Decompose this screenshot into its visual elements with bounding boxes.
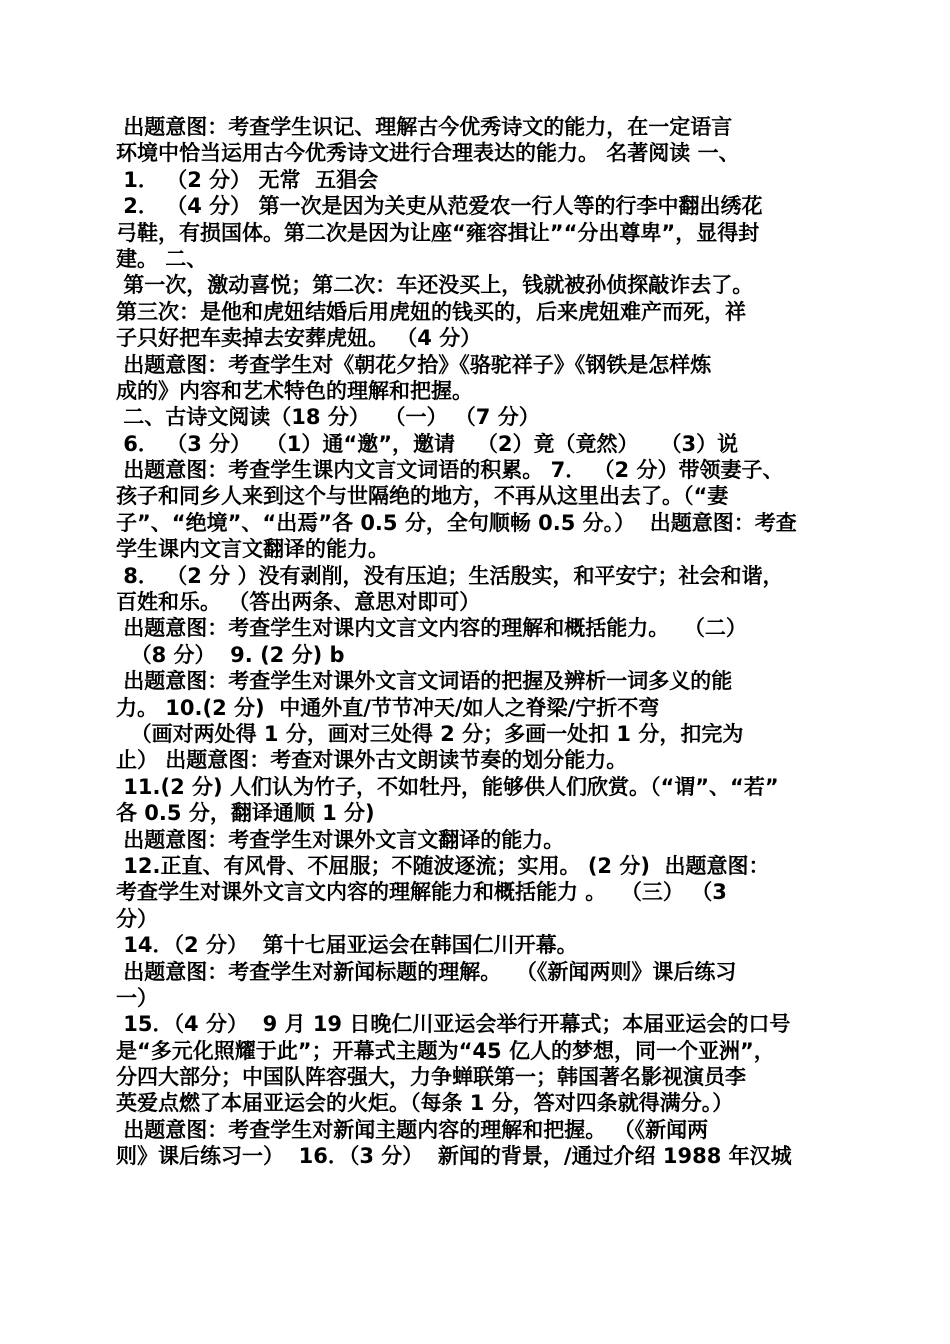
text-line-8: 第三次：是他和虎妞结婚后用虎妞的钱买的，后来虎妞难产而死，祥 [116,299,746,324]
answer-document [116,114,846,1170]
text-line-2: 环境中恰当运用古今优秀诗文进行合理表达的能力。 名著阅读 一、 [116,141,740,166]
text-line-9: 子只好把车卖掉去安葬虎妞。 （4 分） [116,326,482,351]
text-line-31: 分） [116,906,158,931]
text-line-24: （画对两处得 1 分，画对三处得 2 分；多画一处扣 1 分，扣完为 [116,721,744,746]
text-line-19: 百姓和乐。 （答出两条、意思对即可） [116,590,481,615]
text-line-23: 力。 10.(2 分) 中通外直/节节冲天/如人之脊梁/宁折不弯 [116,695,660,720]
text-line-3: 1． （2 分） 无常 五猖会 [116,167,379,192]
text-line-7: 第一次，激动喜悦；第二次：车还没买上，钱就被孙侦探敲诈去了。 [116,273,754,298]
text-line-29: 12.正直、有风骨、不屈服；不随波逐流；实用。 (2 分) 出题意图： [116,853,770,878]
text-line-12: 二、古诗文阅读（18 分） （一） （7 分） [116,405,540,430]
text-line-16: 子”、“绝境”、“出焉”各 0.5 分，全句顺畅 0.5 分。） 出题意图：考查 [116,510,797,535]
text-line-14: 出题意图：考查学生课内文言文词语的积累。 7． （2 分）带领妻子、 [116,458,784,483]
text-line-4: 2． （4 分） 第一次是因为关吏从范爱农一行人等的行李中翻出绣花 [116,194,763,219]
text-line-18: 8． （2 分 ）没有剥削，没有压迫；生活殷实，和平安宁；社会和谐， [116,563,784,588]
text-line-33: 出题意图：考查学生对新闻标题的理解。 （《新闻两则》课后练习 [116,959,737,984]
text-line-30: 考查学生对课外文言文内容的理解能力和概括能力 。 （三） （3 [116,880,727,905]
text-line-27: 各 0.5 分，翻译通顺 1 分) [116,801,375,826]
text-line-34: 一） [116,985,158,1010]
text-line-39: 出题意图：考查学生对新闻主题内容的理解和把握。 （《新闻两 [116,1117,709,1142]
text-line-21: （8 分） 9. (2 分) b [116,642,345,667]
text-line-17: 学生课内文言文翻译的能力。 [116,537,389,562]
text-line-28: 出题意图：考查学生对课外文言文翻译的能力。 [116,827,565,852]
text-line-5: 弓鞋，有损国体。第二次是因为让座“雍容揖让”“分出尊卑”，显得封 [116,220,760,245]
text-line-22: 出题意图：考查学生对课外文言文词语的把握及辨析一词多义的能 [116,669,733,694]
text-line-6: 建。 二、 [116,246,208,271]
text-line-11: 成的》内容和艺术特色的理解和把握。 [116,378,473,403]
text-line-37: 分四大部分；中国队阵容强大，力争蝉联第一；韩国著名影视演员李 [116,1065,746,1090]
text-line-32: 14．（2 分） 第十七届亚运会在韩国仁川开幕。 [116,933,578,958]
text-line-1: 出题意图：考查学生识记、理解古今优秀诗文的能力，在一定语言 [116,115,733,139]
text-line-10: 出题意图：考查学生对《朝花夕拾》《骆驼祥子》《钢铁是怎样炼 [116,352,712,377]
text-line-38: 英爱点燃了本届亚运会的火炬。（每条 1 分，答对四条就得满分。） [116,1091,734,1116]
text-line-25: 止） 出题意图：考查对课外古文朗读节奏的划分能力。 [116,748,628,773]
text-line-36: 是“多元化照耀于此”；开幕式主题为“45 亿人的梦想，同一个亚洲”， [116,1038,775,1063]
text-line-26: 11.(2 分) 人们认为竹子，不如牡丹，能够供人们欣赏。（“谓”、“若” [116,774,779,799]
text-line-15: 孩子和同乡人来到这个与世隔绝的地方，不再从这里出去了。（“妻 [116,484,729,509]
text-line-40: 则》课后练习一） 16．（3 分） 新闻的背景，/通过介绍 1988 年汉城 [116,1144,792,1169]
text-line-13: 6． （3 分） （1）通“邀”，邀请 （2）竟（竟然） （3）说 [116,431,739,456]
text-line-20: 出题意图：考查学生对课内文言文内容的理解和概括能力。 （二） [116,616,747,641]
text-line-35: 15．（4 分） 9 月 19 日晚仁川亚运会举行开幕式；本届亚运会的口号 [116,1012,791,1037]
